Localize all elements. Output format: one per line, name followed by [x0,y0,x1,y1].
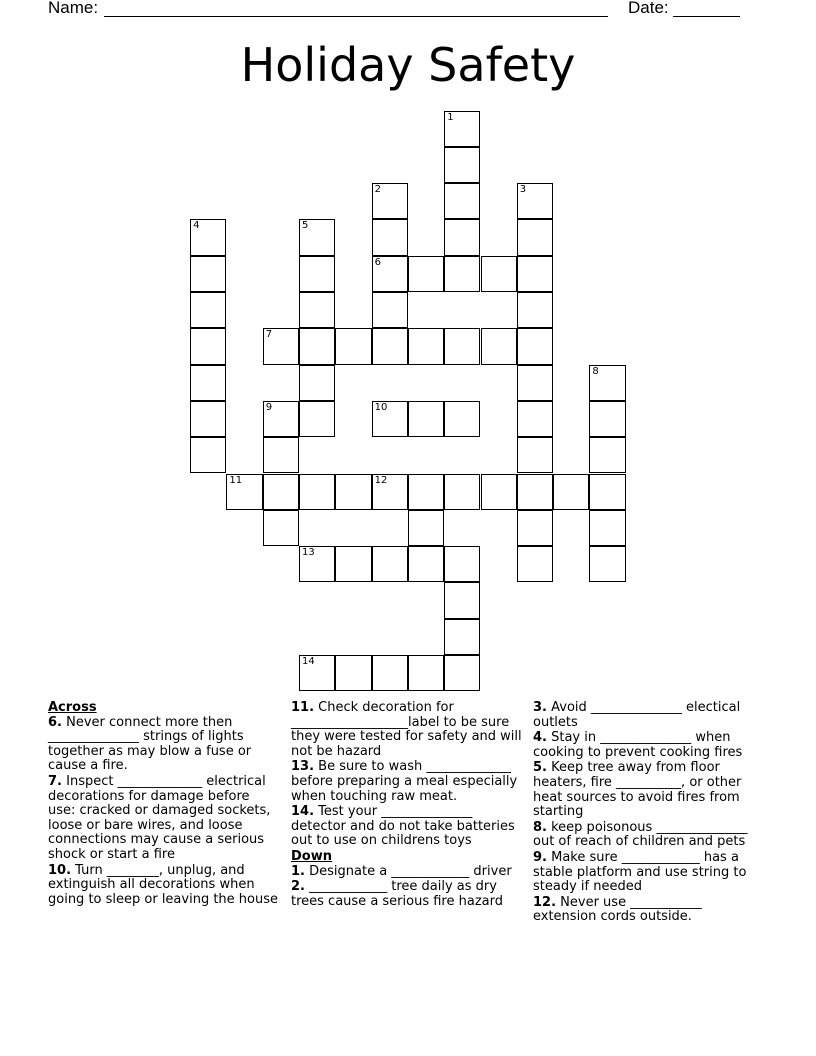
grid-cell[interactable] [589,546,625,582]
grid-cell[interactable] [517,219,553,255]
clue-number-label: 9. [533,849,547,865]
clues-column-3 [533,701,765,926]
grid-cell[interactable] [372,328,408,364]
clue-number: 13 [302,547,315,559]
grid-cell[interactable] [481,474,517,510]
clue-number: 11 [229,474,243,486]
clue-number-label: 10. [48,862,72,878]
grid-cell[interactable] [444,619,480,655]
grid-cell[interactable] [299,365,335,401]
clue-number: 7 [265,329,273,341]
grid-cell[interactable] [408,474,444,510]
clue-number: 3 [519,184,527,196]
grid-cell[interactable] [372,292,408,328]
clue-text: Never connect more then ______________ strings of lights together as may blow a fuse or cause a fire. [48,714,252,774]
grid-cell[interactable] [481,328,517,364]
clue-text: Keep tree away from floor heaters, fire __________, or other heat sources to avoid fires from starting [533,760,742,820]
clue-number: 9 [265,401,273,413]
clue-number-label: 1. [291,863,305,879]
clues-column-1 [48,701,280,908]
clue-number: 12 [374,474,388,486]
clue-item [533,896,765,925]
clue-number-label: 7. [48,773,62,789]
clue-number: 14 [302,656,315,667]
grid-cell[interactable] [408,510,444,546]
grid-cell[interactable] [517,328,553,364]
clue-number-label: 3. [533,700,547,715]
clue-number: 2 [374,184,381,196]
clue-item [533,821,765,850]
grid-cell[interactable] [226,474,262,510]
grid-cell[interactable] [408,256,444,292]
clue-text: Be sure to wash _____________ before preparing a meal especially when touching raw meat. [291,759,518,804]
clue-text: Check decoration for __________________label to be sure they were tested for safety and will not be hazard [291,700,522,759]
grid-cell[interactable] [444,256,480,292]
clue-item [533,761,765,819]
across-clue-list [48,716,280,908]
grid-cell[interactable] [481,256,517,292]
clue-text: keep poisonous ______________ out of reach of children and pets [533,819,748,850]
clue-item [533,731,765,760]
grid-cell[interactable] [408,401,444,437]
grid-cell[interactable] [299,546,335,582]
clue-number-label: 11. [291,700,315,715]
clue-item [48,864,280,908]
clue-text: Make sure ____________ has a stable platform and use string to steady if needed [533,849,747,895]
clue-item [291,701,523,759]
grid-cell[interactable] [517,365,553,401]
grid-cell[interactable] [372,655,408,691]
grid-cell[interactable] [263,510,299,546]
clue-text: Avoid ______________ electical outlets [533,700,741,730]
down-clue-list [291,865,523,910]
clue-text: ____________ tree daily as dry trees cause a serious fire hazard [291,879,503,909]
grid-cell[interactable] [517,256,553,292]
grid-cell[interactable] [299,474,335,510]
clue-item [48,775,280,863]
clue-number-label: 12. [533,894,557,910]
grid-cell[interactable] [263,328,299,364]
grid-cell[interactable] [190,328,226,364]
clue-item [533,851,765,895]
clue-number-label: 8. [533,819,547,835]
clue-number-label: 2. [291,879,305,895]
grid-cell[interactable] [299,655,335,691]
clue-text: Never use ___________ extension cords outside. [533,894,702,925]
grid-cell[interactable] [299,219,335,255]
grid-cell[interactable] [517,401,553,437]
down-clue-list-continued [533,701,765,925]
grid-cell[interactable] [517,474,553,510]
page-title: Holiday Safety [240,38,576,92]
grid-cell[interactable] [299,292,335,328]
grid-cell[interactable] [444,147,480,183]
grid-cell[interactable] [444,474,480,510]
grid-cell[interactable] [517,510,553,546]
grid-cell[interactable] [335,474,371,510]
clue-number-label: 4. [533,730,547,746]
across-clue-list-continued [291,701,523,849]
clue-number: 6 [374,256,381,268]
grid-cell[interactable] [444,111,480,147]
across-heading: Across [48,700,97,715]
grid-cell[interactable] [263,474,299,510]
grid-cell[interactable] [372,546,408,582]
grid-cell[interactable] [589,510,625,546]
clue-item [533,701,765,730]
grid-cell[interactable] [589,365,625,401]
clue-item [291,880,523,909]
clue-item [291,805,523,849]
grid-cell[interactable] [444,219,480,255]
grid-cell[interactable] [190,256,226,292]
grid-cell[interactable] [190,219,226,255]
clue-number-label: 6. [48,714,62,730]
grid-cell[interactable] [408,546,444,582]
grid-cell[interactable] [263,401,299,437]
grid-cell[interactable] [589,474,625,510]
clue-number: 8 [592,365,599,377]
grid-cell[interactable] [263,437,299,473]
date-label: Date: [628,0,669,17]
clue-number: 4 [193,220,200,232]
grid-cell[interactable] [517,292,553,328]
clue-text: Test your ______________ detector and do not take batteries out to use on childrens toys [291,804,515,849]
clue-number-label: 13. [291,759,315,775]
clue-text: Stay in ______________ when cooking to prevent cooking fires [533,730,743,760]
clue-number: 1 [447,111,454,123]
grid-cell[interactable] [517,546,553,582]
grid-cell[interactable] [190,401,226,437]
clue-number-label: 14. [291,804,315,820]
grid-cell[interactable] [335,328,371,364]
grid-cell[interactable] [589,437,625,473]
grid-cell[interactable] [444,401,480,437]
grid-cell[interactable] [372,183,408,219]
grid-cell[interactable] [190,365,226,401]
grid-cell[interactable] [553,474,589,510]
grid-cell[interactable] [589,401,625,437]
grid-cell[interactable] [517,183,553,219]
clue-number: 5 [302,220,309,232]
clue-number-label: 5. [533,760,547,776]
grid-cell[interactable] [517,437,553,473]
clue-item [291,760,523,804]
grid-cell[interactable] [190,437,226,473]
clue-item [48,716,280,774]
clue-text: Turn ________, unplug, and extinguish all decorations when going to sleep or leaving the house [48,862,278,907]
grid-cell[interactable] [299,256,335,292]
grid-cell[interactable] [372,474,408,510]
grid-cell[interactable] [408,655,444,691]
clue-text: Inspect _____________ electrical decorations for damage before use: cracked or damaged sockets, loose or bare wires, and loose connections may cause a serious shock or start a fire [48,773,271,862]
grid-cell[interactable] [444,546,480,582]
grid-cell[interactable] [335,546,371,582]
grid-cell[interactable] [372,256,408,292]
grid-cell[interactable] [372,219,408,255]
down-heading: Down [291,848,332,864]
grid-cell[interactable] [444,582,480,618]
grid-cell[interactable] [444,655,480,691]
grid-cell[interactable] [299,401,335,437]
clue-item [291,865,523,880]
clue-text: Designate a ____________ driver [304,863,512,879]
grid-cell[interactable] [408,328,444,364]
grid-cell[interactable] [335,655,371,691]
clues-column-2 [291,701,523,910]
grid-cell[interactable] [372,401,408,437]
grid-cell[interactable] [299,328,335,364]
name-label: Name: [48,0,99,17]
grid-cell[interactable] [444,328,480,364]
grid-cell[interactable] [444,183,480,219]
clue-number: 10 [374,401,388,413]
grid-cell[interactable] [190,292,226,328]
